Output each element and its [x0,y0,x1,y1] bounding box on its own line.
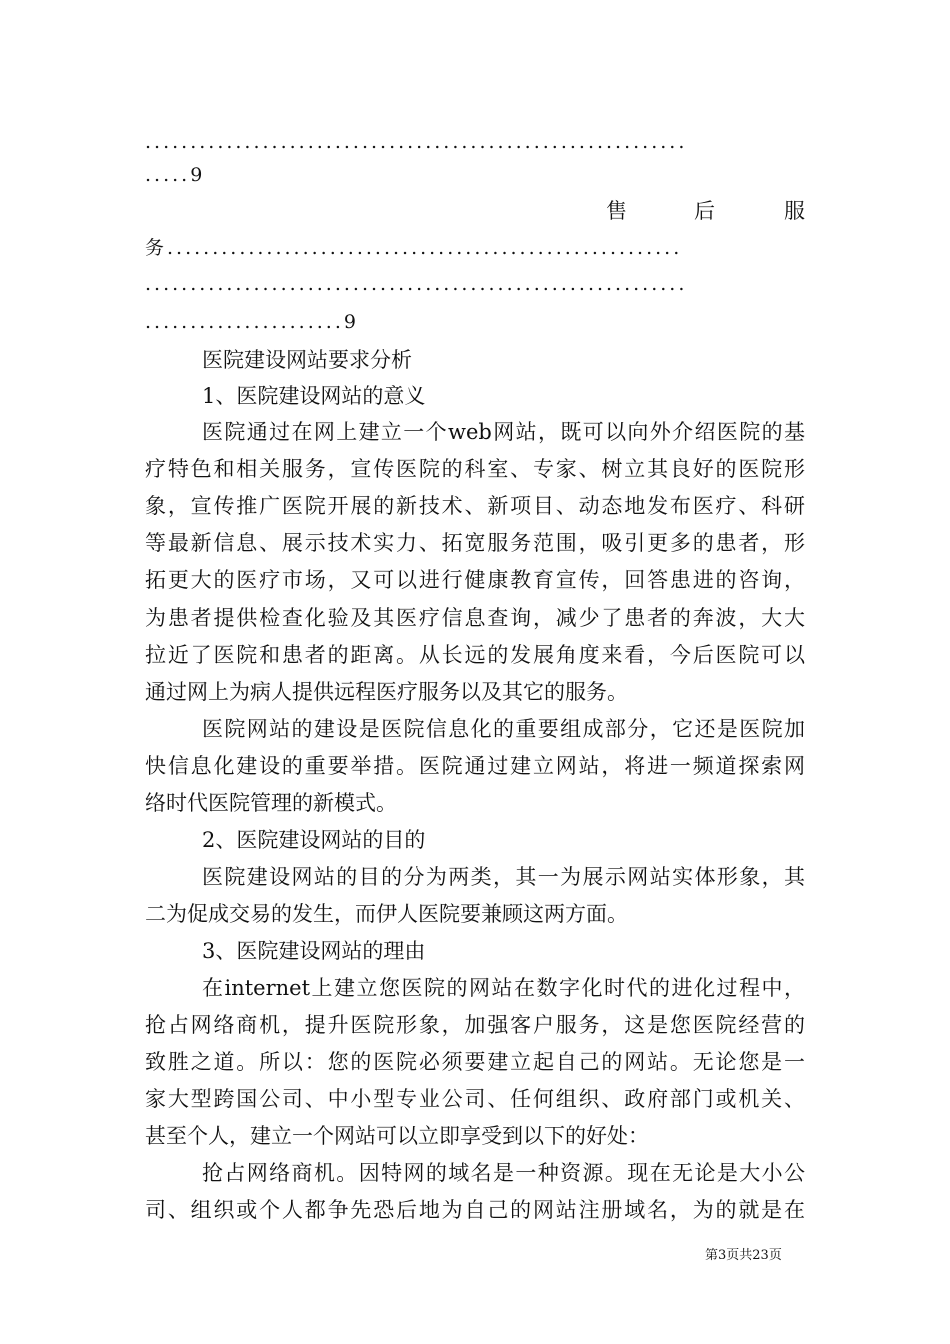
paragraph-line: 通过网上为病人提供远程医疗服务以及其它的服务。 [145,680,628,704]
section-title: 医院建设网站要求分析 [202,348,412,372]
toc-page-number-line: ......................9 [145,311,359,333]
paragraph-line: 络时代医院管理的新模式。 [145,791,397,815]
toc-entry-char: 后 [694,199,715,223]
paragraph-line: 拉近了医院和患者的距离。从长远的发展角度来看，今后医院可以 [145,643,805,667]
paragraph-line: 抢占网络商机。因特网的域名是一种资源。现在无论是大小公 [202,1161,805,1185]
paragraph-line: 在internet上建立您医院的网站在数字化时代的进化过程中， [202,976,805,1000]
paragraph-line: 抢占网络商机，提升医院形象，加强客户服务，这是您医院经营的 [145,1013,805,1037]
toc-entry-char: 售 [606,199,627,223]
toc-entry-char: 服 [784,199,805,223]
heading-2: 2、医院建设网站的目的 [202,828,426,852]
paragraph-line: 快信息化建设的重要举措。医院通过建立网站，将进一频道探索网 [145,754,805,778]
paragraph-line: 医院网站的建设是医院信息化的重要组成部分，它还是医院加 [202,717,805,741]
heading-3: 3、医院建设网站的理由 [202,939,426,963]
toc-dot-leader: ............................................................ [145,131,688,153]
paragraph-line: 拓更大的医疗市场，又可以进行健康教育宣传，回答患进的咨询， [145,568,805,592]
paragraph-line: 家大型跨国公司、中小型专业公司、任何组织、政府部门或机关、 [145,1087,805,1111]
paragraph-line: 司、组织或个人都争先恐后地为自己的网站注册域名，为的就是在 [145,1198,805,1222]
paragraph-line: 为患者提供检查化验及其医疗信息查询，减少了患者的奔波，大大 [145,606,805,630]
heading-1: 1、医院建设网站的意义 [202,384,426,408]
paragraph-line: 疗特色和相关服务，宣传医院的科室、专家、树立其良好的医院形 [145,457,805,481]
toc-dot-leader: ............................................................ [145,273,688,295]
paragraph-line: 等最新信息、展示技术实力、拓宽服务范围，吸引更多的患者，形 [145,531,805,555]
page-footer: 第3页共23页 [705,1248,782,1263]
paragraph-line: 医院建设网站的目的分为两类，其一为展示网站实体形象，其 [202,865,805,889]
paragraph-line: 医院通过在网上建立一个web网站，既可以向外介绍医院的基 [202,420,805,444]
toc-page-number-line: .....9 [145,164,206,186]
paragraph-line: 致胜之道。所以：您的医院必须要建立起自己的网站。无论您是一 [145,1050,805,1074]
paragraph-line: 二为促成交易的发生，而伊人医院要兼顾这两方面。 [145,902,628,926]
paragraph-line: 甚至个人，建立一个网站可以立即享受到以下的好处： [145,1124,649,1148]
paragraph-line: 象，宣传推广医院开展的新技术、新项目、动态地发布医疗、科研 [145,494,805,518]
toc-entry-continuation: 务......................................................... [145,237,683,259]
